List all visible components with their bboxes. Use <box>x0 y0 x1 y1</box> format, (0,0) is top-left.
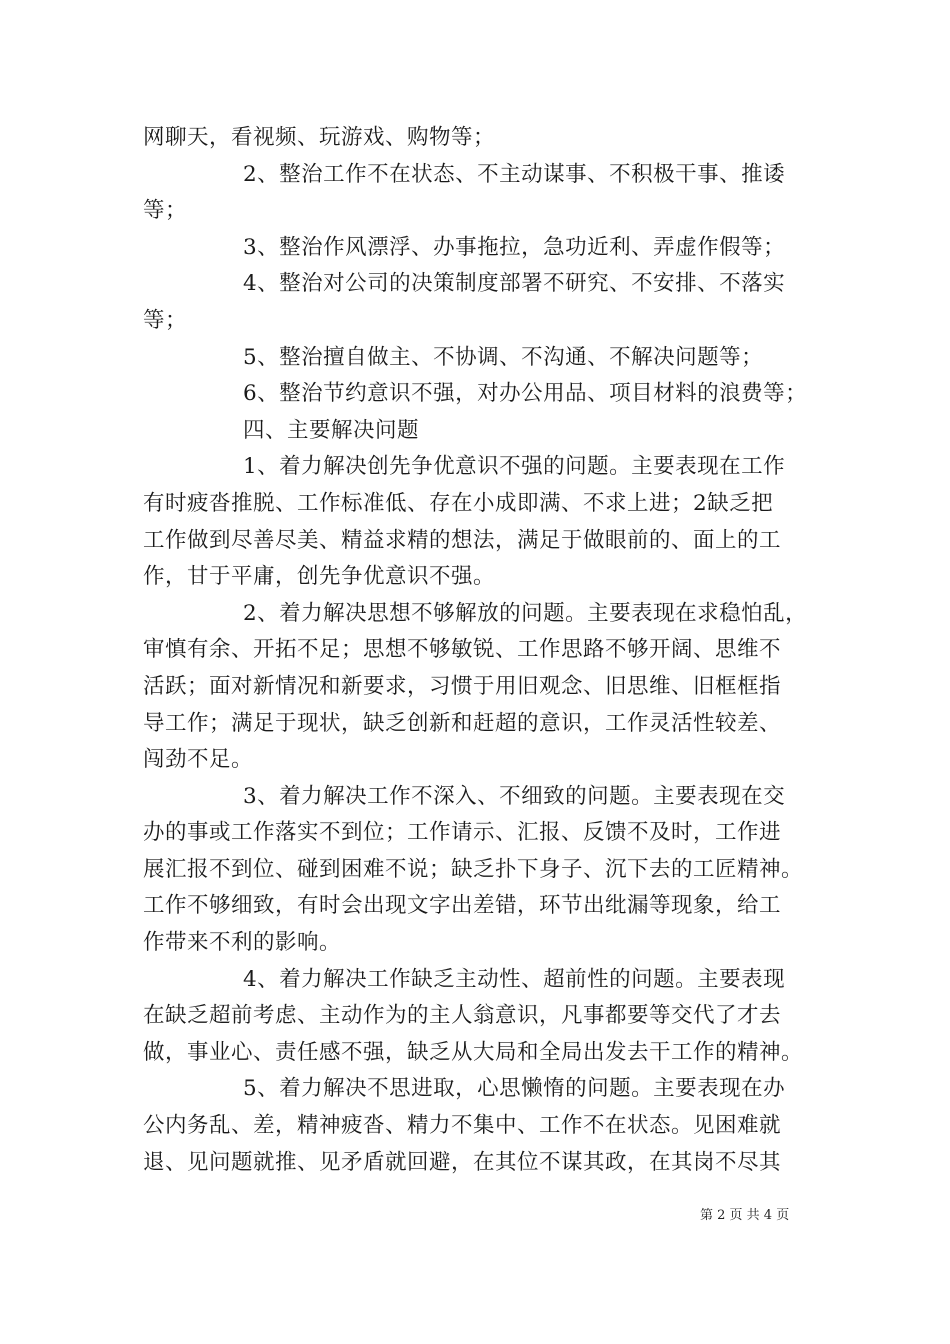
text-line: 闯劲不足。 <box>143 747 254 773</box>
text-line: 3、着力解决工作不深入、不细致的问题。主要表现在交 <box>243 783 786 809</box>
text-line: 办的事或工作落实不到位；工作请示、汇报、反馈不及时，工作进 <box>143 820 782 846</box>
text-line: 在缺乏超前考虑、主动作为的主人翁意识，凡事都要等交代了才去 <box>143 1003 782 1029</box>
text-line: 等； <box>143 198 188 224</box>
text-line: 4、着力解决工作缺乏主动性、超前性的问题。主要表现 <box>243 966 786 992</box>
text-line: 活跃；面对新情况和新要求，习惯于用旧观念、旧思维、旧框框指 <box>143 673 782 699</box>
text-line: 6、整治节约意识不强，对办公用品、项目材料的浪费等； <box>243 381 808 407</box>
text-line: 四、主要解决问题 <box>243 417 420 443</box>
text-line: 5、着力解决不思进取，心思懒惰的问题。主要表现在办 <box>243 1076 786 1102</box>
text-line: 审慎有余、开拓不足；思想不够敏锐、工作思路不够开阔、思维不 <box>143 637 782 663</box>
text-line: 1、着力解决创先争优意识不强的问题。主要表现在工作 <box>243 454 786 480</box>
text-line: 工作不够细致，有时会出现文字出差错，环节出纰漏等现象，给工 <box>143 893 782 919</box>
page-number-footer: 第 2 页 共 4 页 <box>700 1208 790 1223</box>
text-line: 2、整治工作不在状态、不主动谋事、不积极干事、推诿 <box>243 161 786 187</box>
text-line: 作带来不利的影响。 <box>143 930 342 956</box>
text-line: 工作做到尽善尽美、精益求精的想法，满足于做眼前的、面上的工 <box>143 527 782 553</box>
text-line: 导工作；满足于现状，缺乏创新和赶超的意识，工作灵活性较差、 <box>143 710 782 736</box>
text-line: 4、整治对公司的决策制度部署不研究、不安排、不落实 <box>243 271 786 297</box>
text-line: 退、见问题就推、见矛盾就回避，在其位不谋其政，在其岗不尽其 <box>143 1149 782 1175</box>
document-body <box>143 120 813 1181</box>
text-line: 网聊天，看视频、玩游戏、购物等； <box>143 125 496 150</box>
text-line: 作，甘于平庸，创先争优意识不强。 <box>143 564 496 590</box>
text-line: 等； <box>143 307 188 333</box>
text-line: 公内务乱、差，精神疲沓、精力不集中、工作不在状态。见困难就 <box>143 1113 782 1139</box>
text-line: 展汇报不到位、碰到困难不说；缺乏扑下身子、沉下去的工匠精神。 <box>143 856 804 882</box>
text-line: 做，事业心、责任感不强，缺乏从大局和全局出发去干工作的精神。 <box>143 1039 804 1065</box>
text-line: 有时疲沓推脱、工作标准低、存在小成即满、不求上进；2缺乏把 <box>143 490 774 516</box>
text-line: 5、整治擅自做主、不协调、不沟通、不解决问题等； <box>243 344 764 370</box>
text-line: 2、着力解决思想不够解放的问题。主要表现在求稳怕乱， <box>243 600 808 626</box>
text-line: 3、整治作风漂浮、办事拖拉，急功近利、弄虚作假等； <box>243 234 786 260</box>
